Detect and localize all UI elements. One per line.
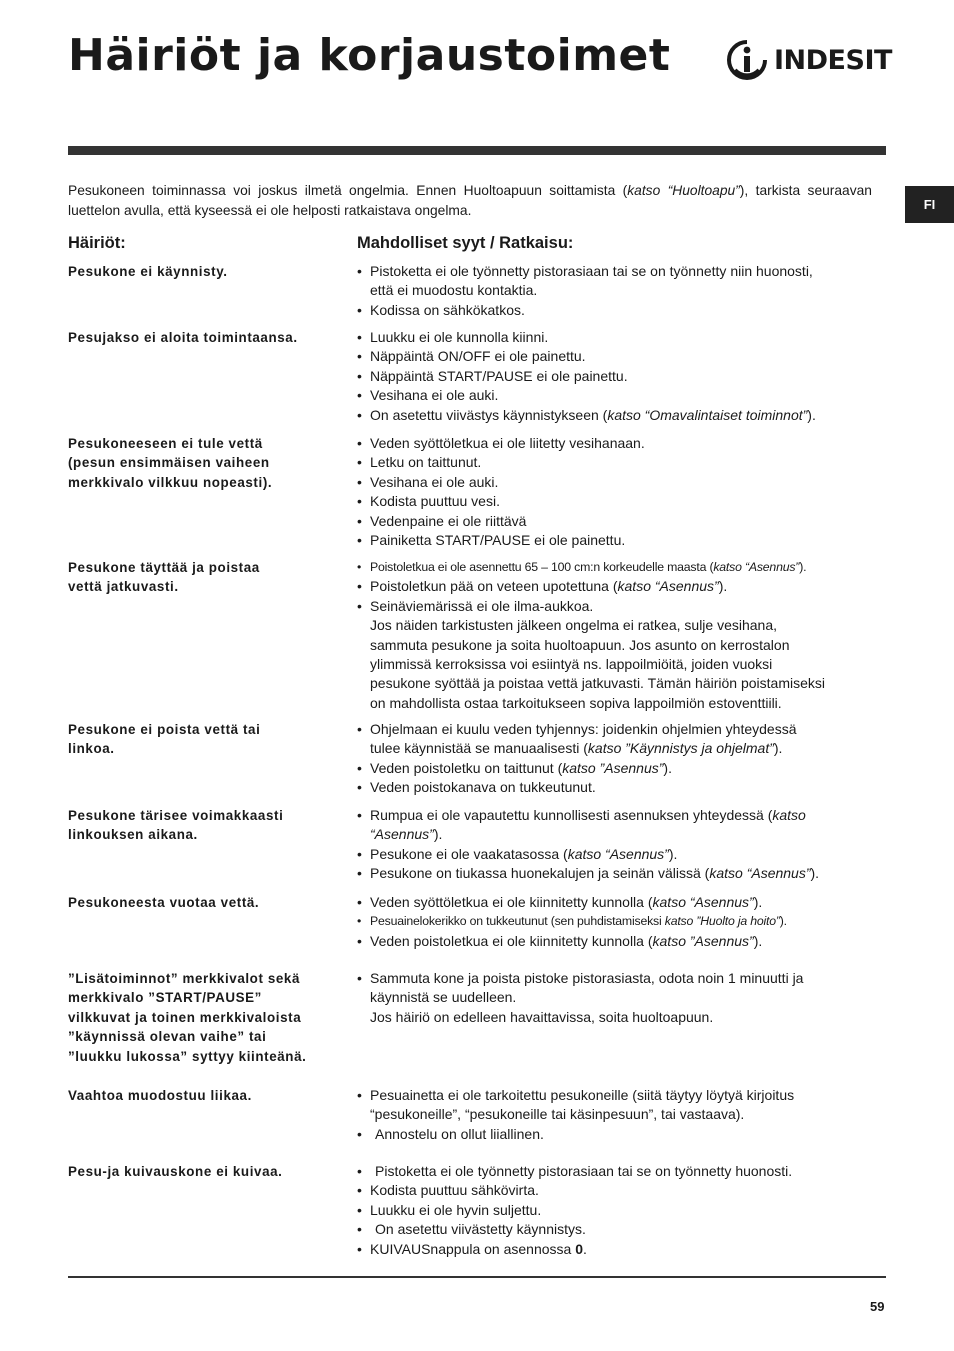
cause-line: käynnistä se uudelleen.	[370, 989, 517, 1006]
fault-label	[68, 969, 350, 1066]
bullet-icon: •	[357, 1163, 362, 1179]
page-number: 59	[870, 1299, 885, 1314]
language-tab: FI	[905, 186, 954, 223]
cross-reference: katso ”Huolto ja hoito”	[664, 914, 780, 929]
cause-item	[357, 778, 885, 797]
cause-line: Pesukone ei ole vaakatasossa (katso “Asennus”).	[370, 845, 678, 862]
cause-line: Pesuainelokerikko on tukkeutunut (sen puhdistamiseksi katso ”Huolto ja hoito”).	[370, 914, 787, 929]
cross-reference: katso ”Asennus”	[562, 759, 664, 776]
fault-label	[68, 806, 350, 845]
cause-item	[357, 806, 885, 845]
cause-item	[357, 1125, 885, 1144]
bullet-icon: •	[357, 493, 362, 510]
fault-label-line: Pesukone ei poista vettä tai	[68, 722, 261, 737]
cause-item	[357, 1201, 885, 1220]
fault-label-line: ”käynnissä olevan vaihe” tai	[68, 1029, 267, 1045]
fault-label	[68, 262, 350, 281]
cause-line: Kodista puuttuu sähkövirta.	[370, 1182, 539, 1199]
cause-item	[357, 262, 885, 301]
bullet-icon: •	[357, 435, 362, 451]
cross-reference: “Asennus”	[370, 826, 434, 843]
bullet-icon: •	[357, 779, 362, 796]
fault-label-line: vettä jatkuvasti.	[68, 579, 179, 595]
cause-list	[357, 262, 885, 320]
cross-reference: katso “Asennus”	[567, 845, 669, 862]
bullet-icon: •	[357, 1182, 362, 1199]
cause-list	[357, 720, 885, 798]
bullet-icon: •	[357, 532, 362, 549]
cause-line: Luukku ei ole hyvin suljettu.	[370, 1201, 542, 1218]
fault-label-line: Pesukone ei käynnisty.	[68, 264, 228, 279]
brand-name: INDESIT	[774, 44, 892, 76]
bullet-icon: •	[357, 597, 362, 614]
cross-reference: katso ”Käynnistys ja ohjelmat”	[587, 740, 774, 757]
fault-label	[68, 720, 350, 759]
bullet-icon: •	[357, 329, 362, 345]
cause-item	[357, 893, 885, 912]
bullet-icon: •	[357, 512, 362, 529]
fault-label	[68, 1162, 350, 1181]
cause-line: Pistoketta ei ole työnnetty pistorasiaan tai se on työnnetty niin huonosti,	[370, 263, 813, 279]
fault-label-line: linkouksen aikana.	[68, 827, 198, 843]
bullet-icon: •	[357, 560, 362, 574]
cause-item	[357, 577, 885, 596]
cause-item	[357, 531, 885, 550]
bullet-icon: •	[357, 348, 362, 365]
bullet-icon: •	[357, 759, 362, 776]
cause-item	[357, 845, 885, 864]
cause-line: että ei muodostu kontaktia.	[370, 282, 538, 299]
cross-reference: katso “Asennus”	[652, 894, 754, 910]
cause-line: Poistoletkun pää on veteen upotettuna (katso “Asennus”).	[370, 578, 728, 595]
note-line: Jos häiriö on edelleen havaittavissa, soita huoltoapuun.	[370, 1008, 714, 1025]
cause-item	[357, 434, 885, 453]
cause-line: Seinäviemärissä ei ole ilma-aukkoa.	[370, 597, 594, 614]
bullet-icon: •	[357, 865, 362, 882]
cross-reference: katso “Asennus”	[709, 865, 811, 882]
cause-item	[357, 1220, 885, 1239]
cause-list	[357, 558, 885, 713]
cause-item	[357, 1162, 885, 1181]
cause-line: On asetettu viivästys käynnistykseen (katso “Omavalintaiset toiminnot”).	[370, 406, 816, 423]
cause-line: Vedenpaine ei ole riittävä	[370, 512, 527, 529]
fault-label-line: linkoa.	[68, 741, 115, 757]
note-line: on mahdollista ostaa tarkoitukseen sopiva lappoilmiön estoventtiili.	[370, 694, 782, 711]
cross-reference: katso “Omavalintaiset toiminnot”	[607, 406, 808, 423]
cause-item	[357, 759, 885, 778]
cause-line: Veden poistokanava on tukkeutunut.	[370, 779, 596, 796]
indesit-logo	[726, 40, 892, 80]
fault-label-line: merkkivalo vilkkuu nopeasti).	[68, 474, 273, 490]
cause-line: Poistoletkua ei ole asennettu 65 – 100 cm:n korkeudelle maasta (katso “Asennus”).	[370, 560, 807, 574]
causes-heading: Mahdolliset syyt / Ratkaisu:	[357, 234, 574, 252]
bullet-icon: •	[357, 807, 362, 823]
bullet-icon: •	[357, 387, 362, 404]
fault-label	[68, 558, 350, 597]
fault-label-line: merkkivalo ”START/PAUSE”	[68, 990, 262, 1006]
cause-line: Sammuta kone ja poista pistoke pistorasiasta, odota noin 1 minuutti ja	[370, 970, 804, 986]
cause-item	[357, 1086, 885, 1125]
cause-list	[357, 806, 885, 884]
bullet-icon: •	[357, 1087, 362, 1103]
bullet-icon: •	[357, 932, 362, 949]
cause-item	[357, 386, 885, 405]
page-title: Häiriöt ja korjaustoimet	[68, 30, 671, 81]
bullet-icon: •	[357, 263, 362, 279]
note-line: pesukone syöttää ja poistaa vettä jatkuvasti. Tämän häiriön poistamiseksi	[370, 675, 825, 692]
cross-reference: katso “Asennus”	[713, 560, 800, 574]
fault-label-line: vilkkuvat ja toinen merkkivaloista	[68, 1009, 302, 1025]
cause-line: Luukku ei ole kunnolla kiinni.	[370, 329, 549, 345]
cause-line: Pistoketta ei ole työnnetty pistorasiaan tai se on työnnetty huonosti.	[375, 1163, 793, 1179]
cause-item	[357, 558, 885, 577]
intro-text: Pesukoneen toiminnassa voi joskus ilmetä ongelmia. Ennen Huoltoapuun soittamista (katso “Huoltoapu”), tarkista seuraavan luettelon avulla, että kyseessä ei ole helposti ratkaistava ongelma.	[68, 183, 872, 218]
cause-item	[357, 453, 885, 472]
cause-line: Pesukone on tiukassa huonekalujen ja seinän välissä (katso “Asennus”).	[370, 865, 820, 882]
cause-item	[357, 301, 885, 320]
cause-line: Painiketta START/PAUSE ei ole painettu.	[370, 532, 626, 549]
bullet-icon: •	[357, 367, 362, 384]
fault-label-line: Pesu-ja kuivauskone ei kuivaa.	[68, 1164, 283, 1179]
bullet-icon: •	[357, 721, 362, 737]
cause-line: Veden syöttöletkua ei ole kiinnitetty kunnolla (katso “Asennus”).	[370, 894, 763, 910]
cause-item	[357, 512, 885, 531]
fault-label-line: Pesukone täyttää ja poistaa	[68, 560, 260, 575]
fault-label-line: Pesukoneeseen ei tule vettä	[68, 436, 263, 451]
cause-line: tulee käynnistää se manuaalisesti (katso ”Käynnistys ja ohjelmat”).	[370, 740, 783, 757]
bullet-icon: •	[357, 406, 362, 423]
cause-line: Näppäintä ON/OFF ei ole painettu.	[370, 348, 586, 365]
cause-list	[357, 1086, 885, 1144]
cause-item	[357, 1181, 885, 1200]
fault-label-line: Pesukone tärisee voimakkaasti	[68, 808, 284, 823]
cause-item	[357, 932, 885, 951]
note-line: Jos näiden tarkistusten jälkeen ongelma ei ratkea, sulje vesihana,	[370, 617, 778, 634]
bullet-icon: •	[357, 473, 362, 490]
cause-item	[357, 597, 885, 616]
cause-item	[357, 1240, 885, 1259]
fault-label	[68, 893, 350, 912]
note-line: ylimmissä kerroksissa voi esiintyä ns. lappoilmiöitä, joiden vuoksi	[370, 656, 773, 673]
cause-item	[357, 969, 885, 1008]
cause-list	[357, 328, 885, 425]
fault-label-line: ”Lisätoiminnot” merkkivalot sekä	[68, 971, 301, 986]
cross-reference: katso “Asennus”	[617, 578, 719, 595]
bullet-icon: •	[357, 1240, 362, 1257]
cause-item	[357, 367, 885, 386]
cause-line: Pesuainetta ei ole tarkoitettu pesukoneille (siitä täytyy löytyä kirjoitus	[370, 1087, 795, 1103]
fault-label-line: Pesukoneesta vuotaa vettä.	[68, 895, 260, 910]
cause-list	[357, 434, 885, 550]
fault-label-line: Vaahtoa muodostuu liikaa.	[68, 1088, 252, 1103]
cause-list	[357, 893, 885, 951]
bullet-icon: •	[357, 914, 362, 929]
note-line: sammuta pesukone ja soita huoltoapuun. Jos asunto on kerrostalon	[370, 636, 790, 653]
cause-line: Näppäintä START/PAUSE ei ole painettu.	[370, 367, 628, 384]
faults-heading: Häiriöt:	[68, 234, 126, 252]
brand-i-icon	[726, 40, 768, 80]
fault-label-line: Pesujakso ei aloita toimintaansa.	[68, 330, 298, 345]
fault-label	[68, 1086, 350, 1105]
bullet-icon: •	[357, 1125, 362, 1142]
bullet-icon: •	[357, 301, 362, 318]
bullet-icon: •	[357, 454, 362, 471]
dial-position: 0	[575, 1240, 584, 1257]
cause-line: Veden syöttöletkua ei ole liitetty vesihanaan.	[370, 435, 645, 451]
bullet-icon: •	[357, 970, 362, 986]
cause-item	[357, 492, 885, 511]
cause-line: Veden poistoletku on taittunut (katso ”Asennus”).	[370, 759, 672, 776]
fault-label	[68, 434, 350, 492]
cross-reference: katso ”Asennus”	[652, 932, 754, 949]
fault-label-line: ”luukku lukossa” syttyy kiinteänä.	[68, 1048, 307, 1064]
bullet-icon: •	[357, 1221, 362, 1238]
fault-label-line: (pesun ensimmäisen vaiheen	[68, 455, 270, 471]
cause-line: Kodissa on sähkökatkos.	[370, 301, 525, 318]
cause-line: Annostelu on ollut liiallinen.	[375, 1125, 544, 1142]
header-rule	[68, 146, 886, 155]
cause-note	[357, 1008, 885, 1027]
cause-line: Ohjelmaan ei kuulu veden tyhjennys: joidenkin ohjelmien yhteydessä	[370, 721, 797, 737]
cause-item	[357, 406, 885, 425]
cause-line: Vesihana ei ole auki.	[370, 473, 499, 490]
cause-list	[357, 969, 885, 1027]
cause-list	[357, 1162, 885, 1259]
cause-line: “pesukoneille”, “pesukoneille tai käsinpesuun”, tai vastaava).	[370, 1106, 745, 1123]
cause-line: KUIVAUSnappula on asennossa 0.	[370, 1240, 587, 1257]
cause-line: Vesihana ei ole auki.	[370, 387, 499, 404]
cause-item	[357, 328, 885, 347]
bullet-icon: •	[357, 1201, 362, 1218]
cause-line: On asetettu viivästetty käynnistys.	[375, 1221, 586, 1238]
bullet-icon: •	[357, 578, 362, 595]
cause-item	[357, 864, 885, 883]
cross-reference: katso	[772, 807, 806, 823]
footer-rule	[68, 1276, 886, 1278]
cause-note	[357, 616, 885, 713]
cause-item	[357, 912, 885, 931]
bullet-icon: •	[357, 894, 362, 910]
cause-item	[357, 473, 885, 492]
cause-line: Rumpua ei ole vapautettu kunnollisesti asennuksen yhteydessä (katso	[370, 807, 806, 823]
cause-line: Kodista puuttuu vesi.	[370, 493, 500, 510]
cause-item	[357, 720, 885, 759]
bullet-icon: •	[357, 845, 362, 862]
cause-line: “Asennus”).	[370, 826, 443, 843]
cause-line: Veden poistoletkua ei ole kiinnitetty kunnolla (katso ”Asennus”).	[370, 932, 763, 949]
cause-line: Letku on taittunut.	[370, 454, 482, 471]
cause-item	[357, 347, 885, 366]
fault-label	[68, 328, 350, 347]
